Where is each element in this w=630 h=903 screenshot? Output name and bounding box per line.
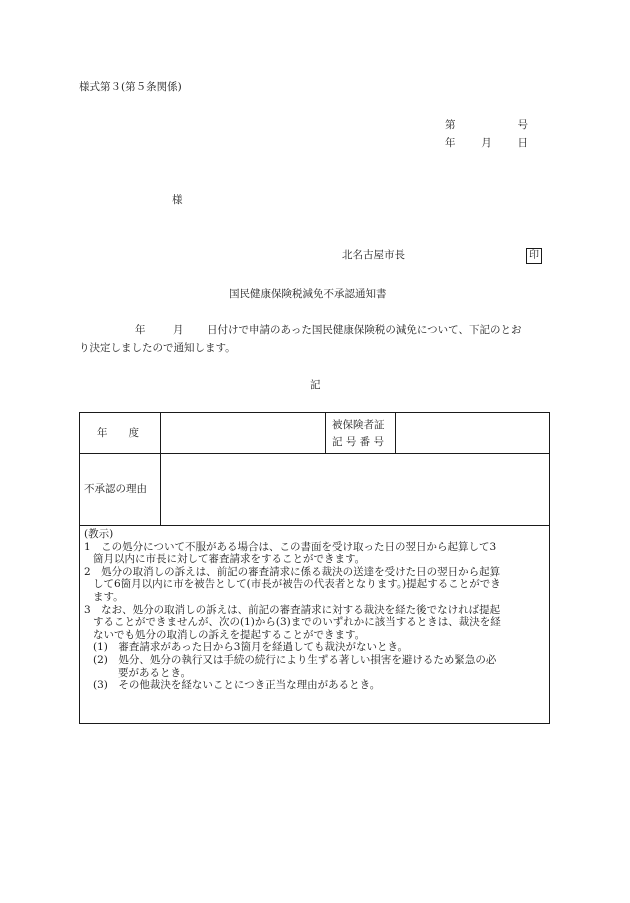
date-month: 月: [481, 137, 492, 149]
body-month: 月: [173, 324, 184, 336]
notice-line: ます。: [93, 590, 124, 603]
reason-label: 不承認の理由: [84, 483, 147, 495]
notice-line: 箇月以内に市長に対して審査請求をすることができます。: [93, 553, 366, 566]
table-rule: [80, 453, 549, 454]
body-line-1: 日付けで申請のあった国民健康保険税の減免について、下記のとお: [207, 324, 522, 336]
table-rule: [80, 525, 549, 526]
addressee-suffix: 様: [172, 194, 183, 206]
notice-section: [84, 528, 546, 692]
insured-number-label-2: 記 号 番 号: [332, 436, 385, 448]
notice-line: 1 この処分について不服がある場合は、この書面を受け取った日の翌日から起算して3: [84, 540, 497, 553]
notice-line: 3 なお、処分の取消しの訴えは、前記の審査請求に対する裁決を経た後でなければ提起: [84, 603, 501, 616]
document-number-suffix: 号: [517, 119, 528, 131]
notice-line: (3) その他裁決を経ないことにつき正当な理由があるとき。: [93, 679, 381, 692]
issuer-name: 北名古屋市長: [342, 249, 405, 261]
seal-mark: 印: [526, 248, 542, 264]
fiscal-year-label: 年 度: [97, 427, 139, 439]
document-date: [445, 138, 528, 149]
details-table: [79, 412, 550, 724]
body-line-2: り決定しましたので通知します。: [79, 342, 236, 354]
document-number-prefix: 第: [445, 119, 456, 131]
form-label: 様式第３(第５条関係): [79, 81, 182, 93]
ki-heading: 記: [310, 379, 321, 391]
table-rule: [160, 413, 161, 525]
date-day: 日: [517, 137, 528, 149]
notice-line: することができませんが、次の(1)から(3)までのいずれかに該当するときは、裁決を経: [93, 616, 501, 629]
document-title: 国民健康保険税減免不承認通知書: [229, 288, 387, 300]
table-rule: [325, 413, 326, 453]
insured-number-label-1: 被保険者証: [332, 419, 385, 431]
notice-line: (2) 処分、処分の執行又は手続の続行により生ずる著しい損害を避けるため緊急の必: [93, 653, 497, 666]
notice-line: (1) 審査請求があった日から3箇月を経過しても裁決がないとき。: [93, 641, 409, 654]
date-year: 年: [445, 137, 456, 149]
notice-line: 2 処分の取消しの訴えは、前記の審査請求に係る裁決の送達を受けた日の翌日から起算: [84, 565, 501, 578]
body-year: 年: [135, 324, 146, 336]
table-rule: [395, 413, 396, 453]
notice-line: ないでも処分の取消しの訴えを提起することができます。: [93, 628, 366, 641]
notice-heading: (教示): [84, 528, 114, 540]
document-number: [445, 120, 528, 131]
notice-line: 要があるとき。: [118, 666, 192, 679]
notice-line: して6箇月以内に市を被告として(市長が被告の代表者となります。)提起することができ: [93, 578, 501, 591]
